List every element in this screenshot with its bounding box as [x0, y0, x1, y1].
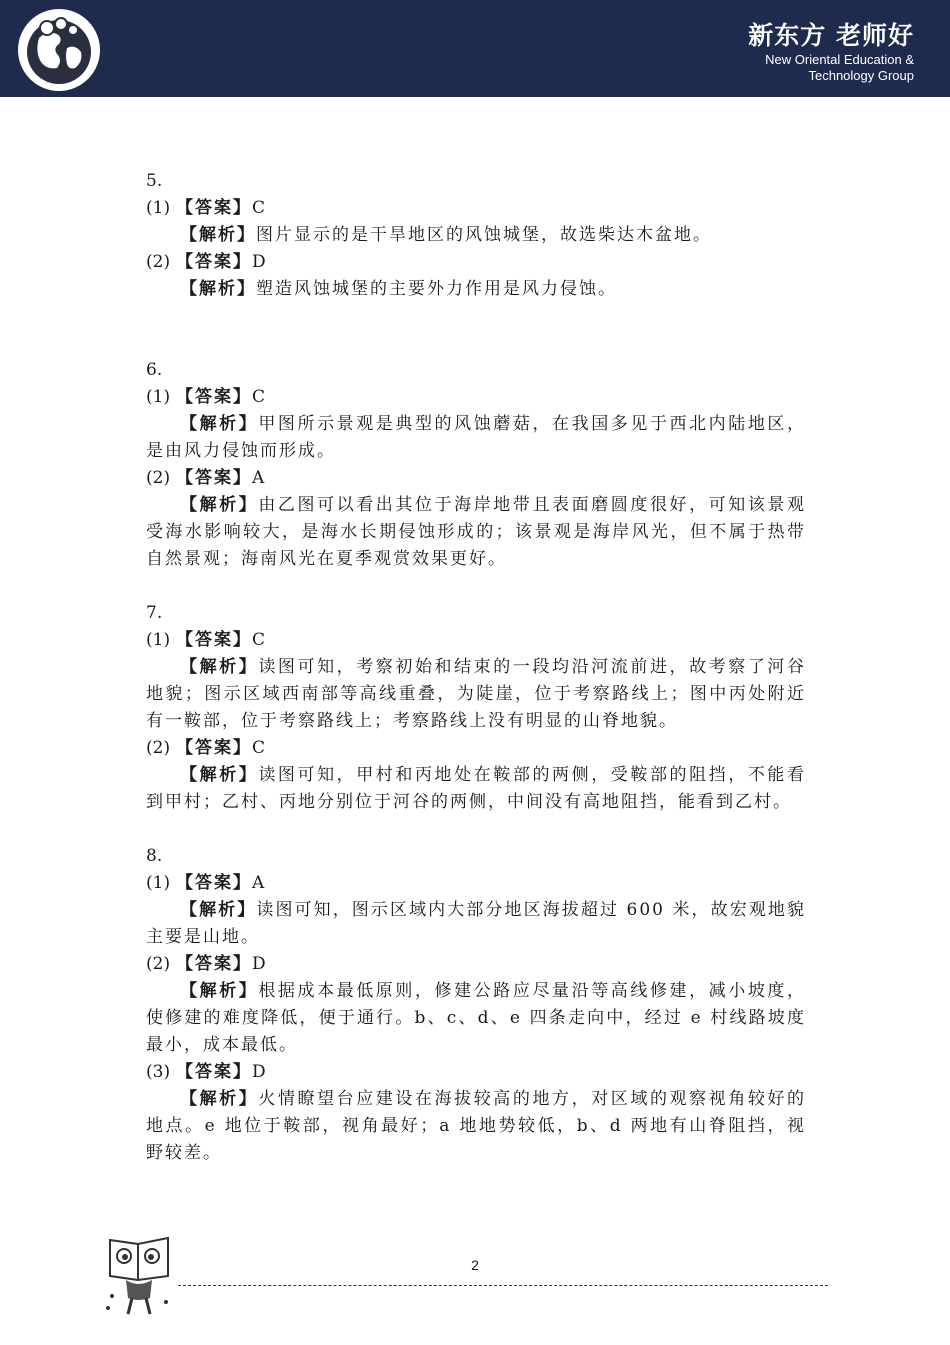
analysis-tag: 【解析】	[180, 1089, 259, 1109]
analysis-paragraph	[146, 411, 806, 465]
answer-value: D	[252, 252, 266, 272]
answer-line	[146, 627, 806, 654]
brand-english-line1: New Oriental Education &	[765, 52, 914, 67]
answer-value: A	[252, 873, 265, 893]
answer-value: C	[252, 387, 266, 407]
analysis-text: 根据成本最低原则，修建公路应尽量沿等高线修建，减小坡度，使修建的难度降低，便于通行。b、c、d、e 四条走向中，经过 e 村线路坡度最小，成本最低。	[146, 981, 807, 1055]
sub-number: (1)	[146, 387, 171, 407]
analysis-tag: 【解析】	[180, 225, 256, 245]
analysis-text: 塑造风蚀城堡的主要外力作用是风力侵蚀。	[256, 279, 617, 299]
question-number: 7.	[146, 603, 163, 623]
answer-value: D	[252, 954, 266, 974]
analysis-text: 读图可知，甲村和丙地处在鞍部的两侧，受鞍部的阻挡，不能看到甲村；乙村、丙地分别位于河谷的两侧，中间没有高地阻挡，能看到乙村。	[146, 765, 807, 812]
answer-line	[146, 735, 806, 762]
answer-tag: 【答案】	[176, 1062, 252, 1082]
sub-number: (2)	[146, 954, 171, 974]
answer-line	[146, 384, 806, 411]
answer-line	[146, 249, 806, 276]
sub-number: (2)	[146, 252, 171, 272]
analysis-tag: 【解析】	[180, 657, 259, 677]
answer-line	[146, 195, 806, 222]
answer-tag: 【答案】	[176, 252, 252, 272]
answer-value: A	[252, 468, 265, 488]
analysis-tag: 【解析】	[180, 495, 259, 515]
analysis-tag: 【解析】	[180, 981, 259, 1001]
answer-line	[146, 1059, 806, 1086]
answer-content	[146, 168, 806, 1167]
answer-tag: 【答案】	[176, 738, 252, 758]
answer-line	[146, 870, 806, 897]
analysis-paragraph	[146, 654, 806, 735]
answer-tag: 【答案】	[176, 468, 252, 488]
analysis-text: 图片显示的是干旱地区的风蚀城堡，故选柴达木盆地。	[256, 225, 712, 245]
analysis-paragraph	[146, 1086, 806, 1167]
question-number: 5.	[146, 171, 163, 191]
sub-number: (2)	[146, 738, 171, 758]
answer-value: D	[252, 1062, 266, 1082]
answer-line	[146, 951, 806, 978]
analysis-tag: 【解析】	[180, 900, 257, 920]
sub-number: (3)	[146, 1062, 171, 1082]
sub-number: (1)	[146, 873, 171, 893]
question-number: 8.	[146, 846, 163, 866]
brand-english-line2: Technology Group	[808, 68, 914, 83]
answer-value: C	[252, 738, 266, 758]
answer-tag: 【答案】	[176, 198, 252, 218]
brand-chinese: 新东方 老师好	[748, 21, 914, 50]
analysis-paragraph	[146, 978, 806, 1059]
answer-line	[146, 465, 806, 492]
analysis-tag: 【解析】	[180, 414, 259, 434]
answer-tag: 【答案】	[176, 873, 252, 893]
question-number: 6.	[146, 360, 163, 380]
analysis-tag: 【解析】	[180, 765, 259, 785]
answer-tag: 【答案】	[176, 630, 252, 650]
analysis-text: 由乙图可以看出其位于海岸地带且表面磨圆度很好，可知该景观受海水影响较大，是海水长期侵蚀形成的；该景观是海岸风光，但不属于热带自然景观；海南风光在夏季观赏效果更好。	[146, 495, 807, 569]
analysis-paragraph	[146, 897, 806, 951]
sub-number: (1)	[146, 198, 171, 218]
analysis-text: 读图可知，考察初始和结束的一段均沿河流前进，故考察了河谷地貌；图示区域西南部等高线重叠，为陡崖，位于考察路线上；图中丙处附近有一鞍部，位于考察路线上；考察路线上没有明显的山脊地貌。	[146, 657, 807, 731]
analysis-paragraph	[146, 762, 806, 816]
sub-number: (1)	[146, 630, 171, 650]
analysis-tag: 【解析】	[180, 279, 256, 299]
new-oriental-logo-icon	[17, 8, 101, 92]
analysis-paragraph	[146, 276, 806, 303]
page-header	[0, 0, 950, 97]
answer-value: C	[252, 630, 266, 650]
book-mascot-icon	[104, 1232, 174, 1318]
footer-divider	[178, 1285, 828, 1286]
answer-value: C	[252, 198, 266, 218]
analysis-paragraph	[146, 222, 806, 249]
analysis-text: 火情瞭望台应建设在海拔较高的地方，对区域的观察视角较好的地点。e 地位于鞍部，视角最好；a 地地势较低，b、d 两地有山脊阻挡，视野较差。	[146, 1089, 807, 1163]
analysis-text: 读图可知，图示区域内大部分地区海拔超过 600 米，故宏观地貌主要是山地。	[146, 900, 806, 947]
analysis-paragraph	[146, 492, 806, 573]
sub-number: (2)	[146, 468, 171, 488]
page-number: 2	[471, 1257, 479, 1273]
answer-tag: 【答案】	[176, 387, 252, 407]
answer-tag: 【答案】	[176, 954, 252, 974]
analysis-text: 甲图所示景观是典型的风蚀蘑菇，在我国多见于西北内陆地区，是由风力侵蚀而形成。	[146, 414, 807, 461]
